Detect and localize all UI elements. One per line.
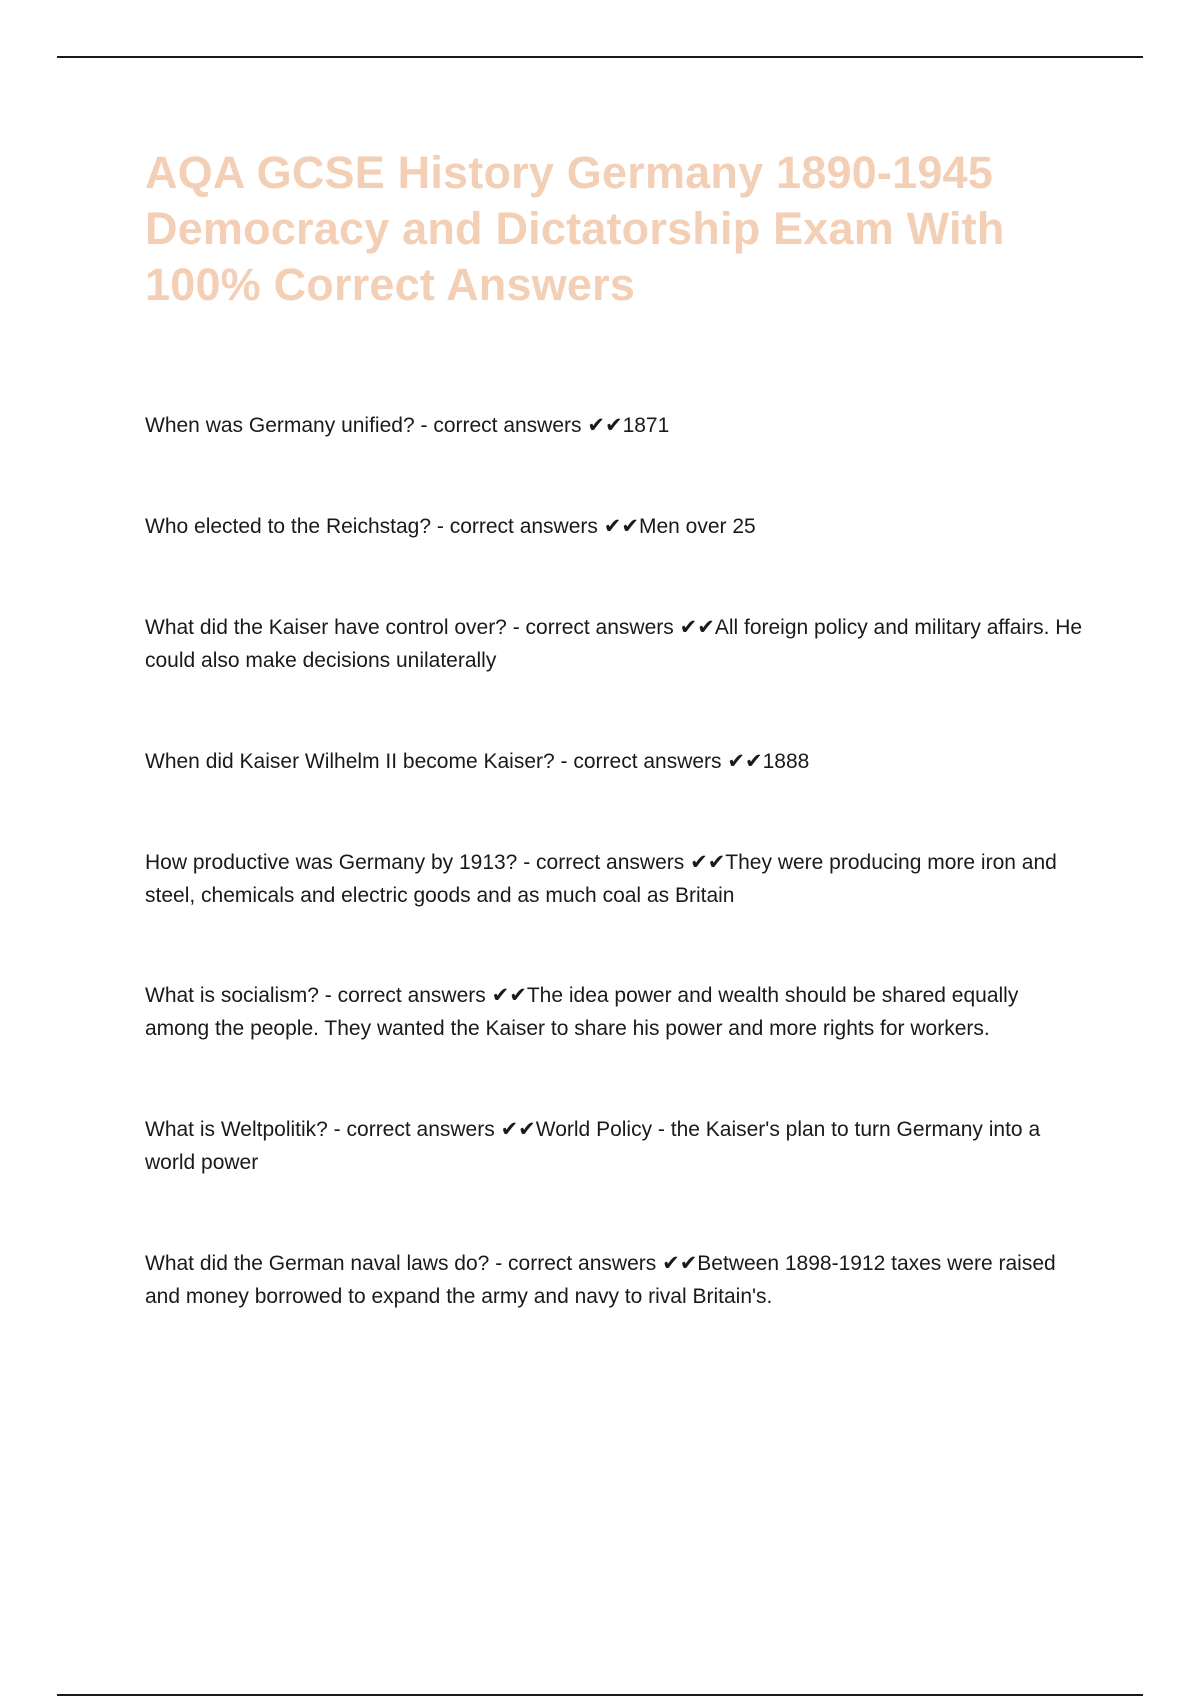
double-check-icon: ✔✔ bbox=[662, 1252, 698, 1275]
answer-label: correct answers bbox=[525, 616, 674, 639]
answer-text: The idea power and wealth should be shared equally among the people. They wanted the Kaiser to share his power and more rights for workers. bbox=[145, 984, 1019, 1040]
answer-text: All foreign policy and military affairs. He could also make decisions unilaterally bbox=[145, 616, 1083, 672]
question-text: What is socialism? bbox=[145, 984, 319, 1007]
answer-label: correct answers bbox=[337, 984, 486, 1007]
separator: - bbox=[414, 414, 434, 437]
qa-item bbox=[145, 611, 1085, 677]
answer-label: correct answers bbox=[433, 414, 582, 437]
qa-item bbox=[145, 1113, 1085, 1179]
double-check-icon: ✔✔ bbox=[690, 851, 726, 874]
separator: - bbox=[489, 1252, 509, 1275]
qa-item bbox=[145, 745, 1085, 778]
question-text: How productive was Germany by 1913? bbox=[145, 851, 518, 874]
question-text: Who elected to the Reichstag? bbox=[145, 515, 432, 538]
answer-text: They were producing more iron and steel, chemicals and electric goods and as much coal as Britain bbox=[145, 851, 1057, 907]
answer-label: correct answers bbox=[536, 851, 685, 874]
answer-label: correct answers bbox=[508, 1252, 657, 1275]
answer-text: Men over 25 bbox=[638, 515, 756, 538]
question-text: When did Kaiser Wilhelm II become Kaiser? bbox=[145, 750, 555, 773]
separator: - bbox=[517, 851, 537, 874]
separator: - bbox=[554, 750, 574, 773]
question-text: What did the Kaiser have control over? bbox=[145, 616, 507, 639]
answer-text: World Policy - the Kaiser's plan to turn Germany into a world power bbox=[145, 1118, 1041, 1174]
answer-label: correct answers bbox=[573, 750, 722, 773]
qa-item bbox=[145, 846, 1085, 912]
separator: - bbox=[318, 984, 338, 1007]
double-check-icon: ✔✔ bbox=[491, 984, 527, 1007]
separator: - bbox=[327, 1118, 347, 1141]
qa-item bbox=[145, 510, 1085, 543]
header-rule bbox=[57, 56, 1143, 58]
qa-item bbox=[145, 1247, 1085, 1313]
double-check-icon: ✔✔ bbox=[603, 515, 639, 538]
separator: - bbox=[506, 616, 526, 639]
answer-label: correct answers bbox=[346, 1118, 495, 1141]
separator: - bbox=[431, 515, 450, 538]
question-text: What is Weltpolitik? bbox=[145, 1118, 328, 1141]
qa-item bbox=[145, 409, 1085, 442]
double-check-icon: ✔✔ bbox=[587, 414, 623, 437]
answer-text: 1888 bbox=[762, 750, 810, 773]
footer-rule bbox=[57, 1694, 1143, 1696]
answer-text: Between 1898-1912 taxes were raised and money borrowed to expand the army and navy to rival Britain's. bbox=[145, 1252, 1056, 1308]
qa-item bbox=[145, 979, 1085, 1045]
question-text: What did the German naval laws do? bbox=[145, 1252, 490, 1275]
question-text: When was Germany unified? bbox=[145, 414, 415, 437]
double-check-icon: ✔✔ bbox=[727, 750, 763, 773]
answer-label: correct answers bbox=[449, 515, 598, 538]
double-check-icon: ✔✔ bbox=[500, 1118, 536, 1141]
double-check-icon: ✔✔ bbox=[679, 616, 715, 639]
document-title: AQA GCSE History Germany 1890-1945 Democracy and Dictatorship Exam With 100% Correct Answers bbox=[145, 147, 1005, 310]
answer-text: 1871 bbox=[622, 414, 670, 437]
